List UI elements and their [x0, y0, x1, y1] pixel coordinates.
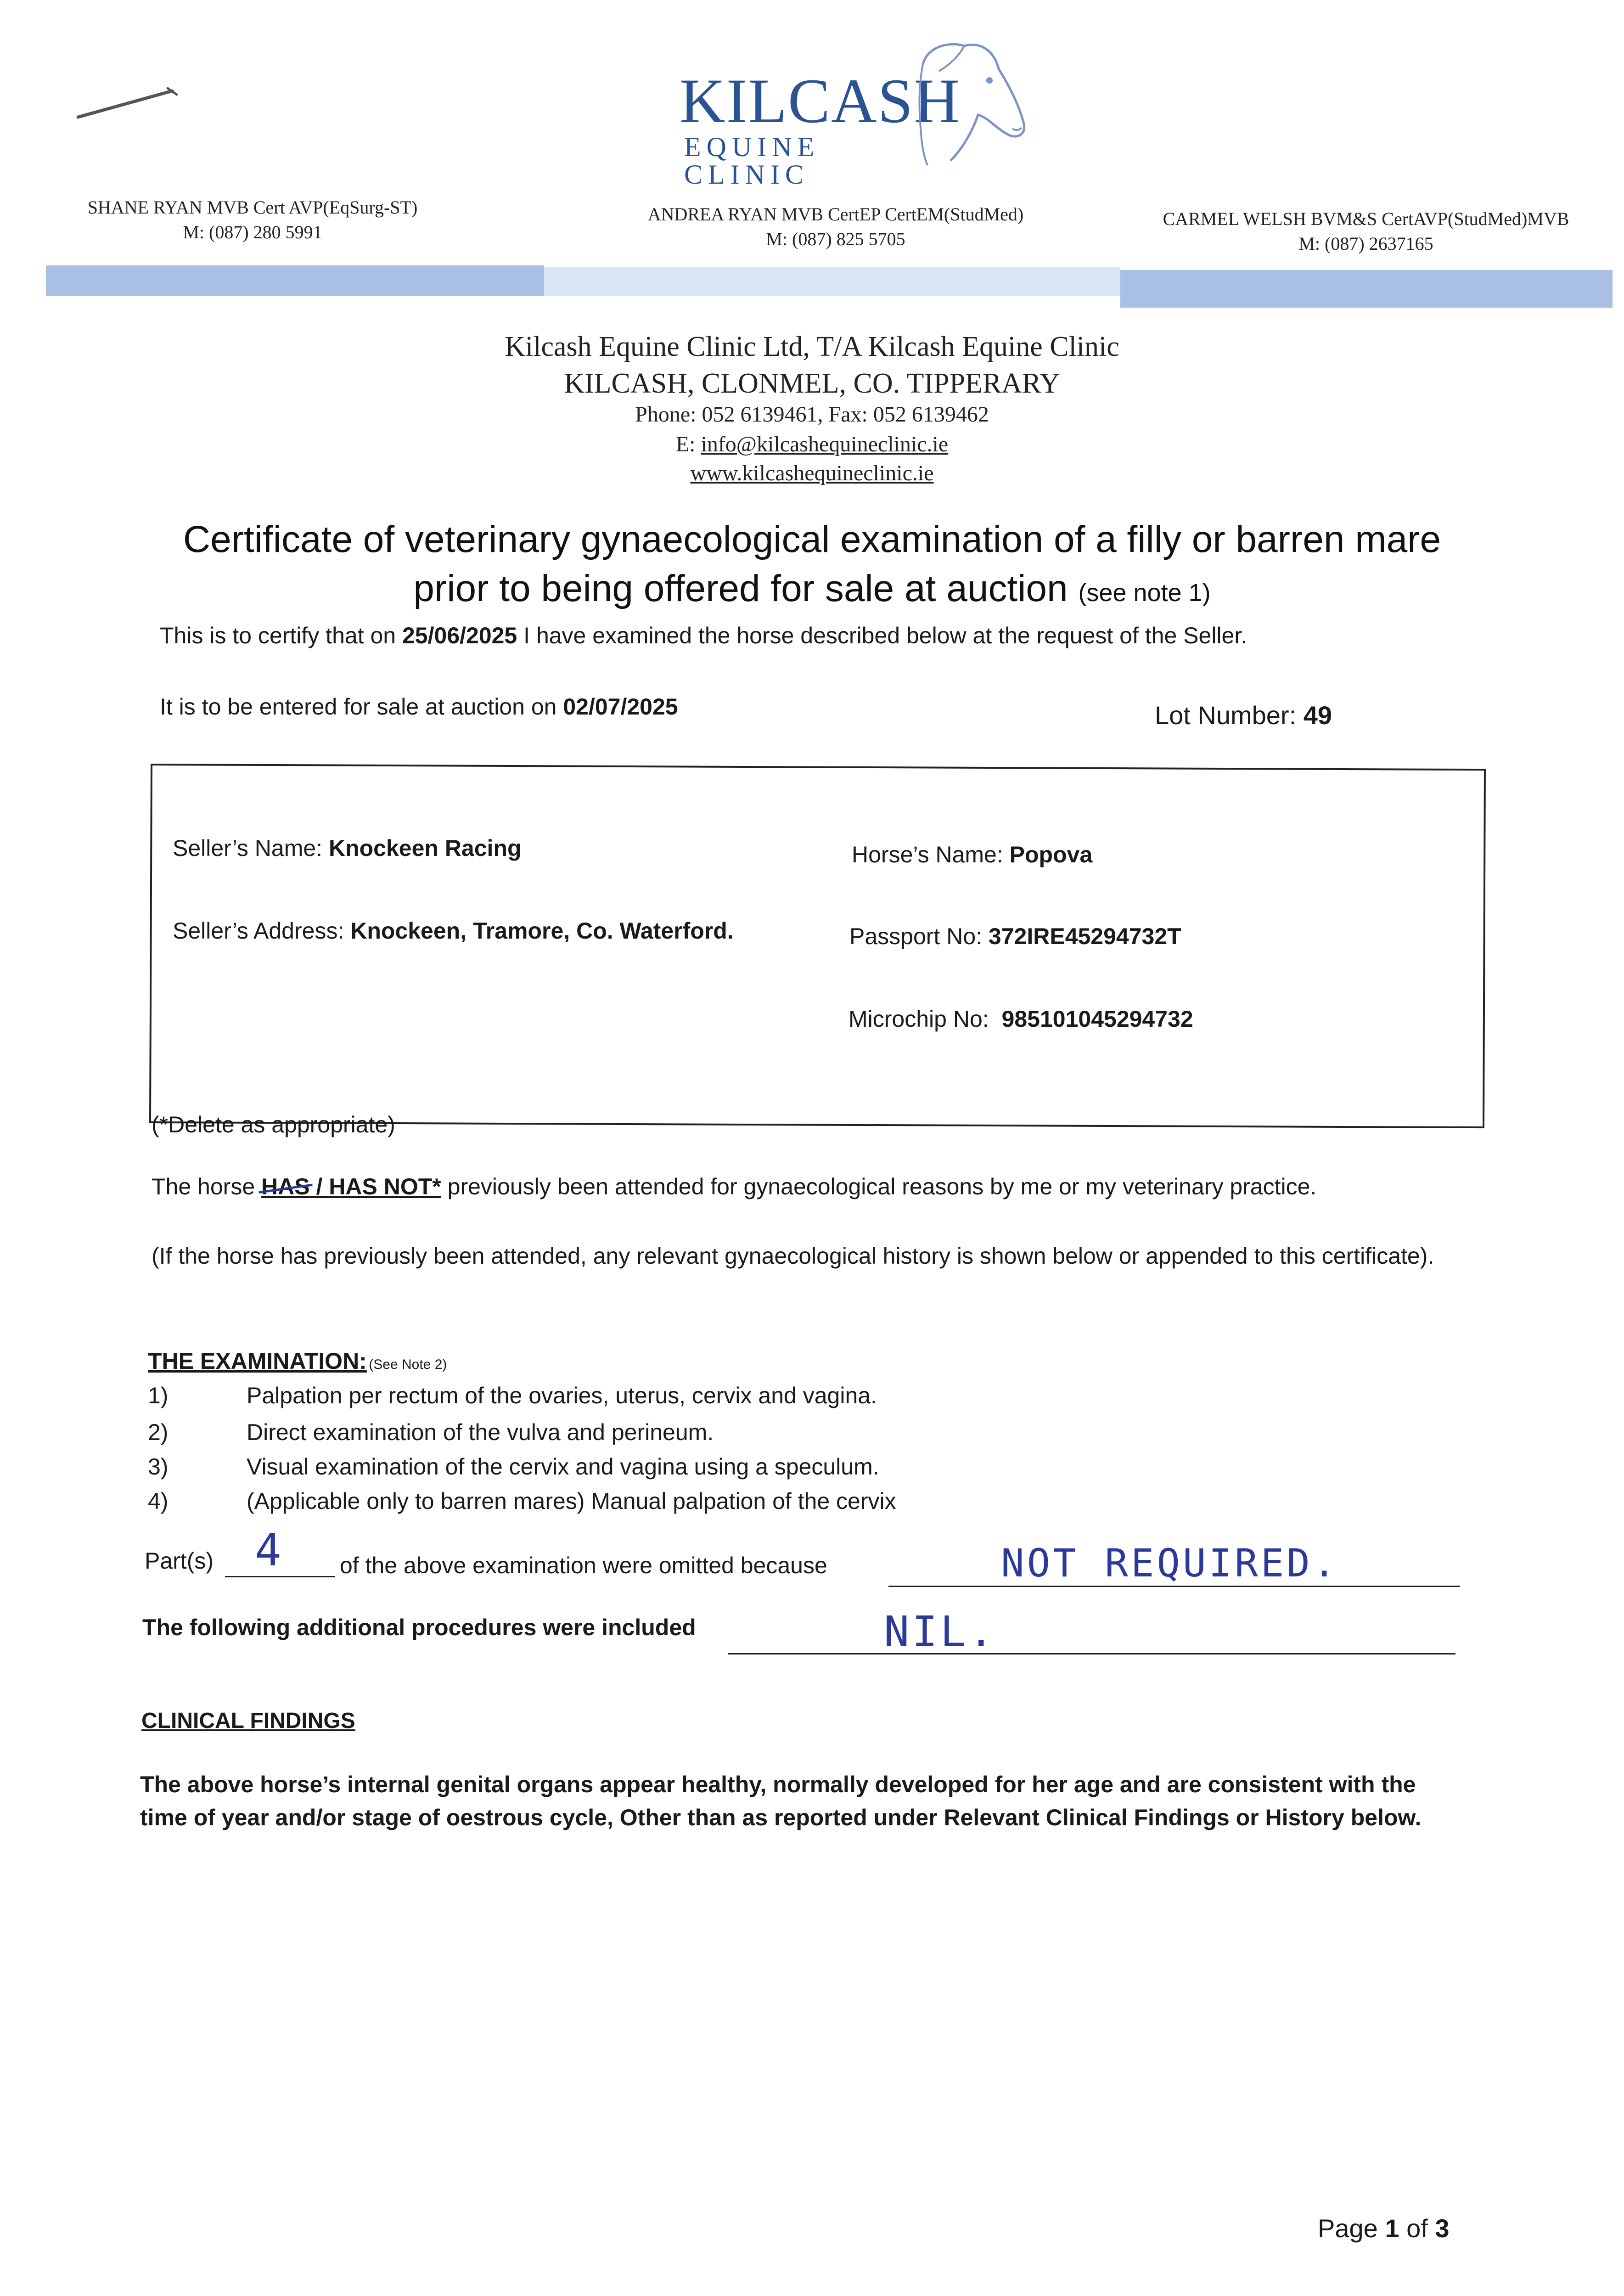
- vet-mobile: M: (087) 2637165: [1298, 233, 1433, 254]
- certify-suffix: I have examined the horse described below at the request of the Seller.: [523, 623, 1248, 648]
- total-pages: 3: [1435, 2214, 1450, 2243]
- clinic-phone: Phone: 052 6139461, Fax: 052 6139462: [635, 402, 989, 427]
- exam-item-num: 2): [148, 1419, 169, 1445]
- microchip-value: 985101045294732: [1001, 1006, 1193, 1032]
- email-label: E:: [675, 432, 696, 456]
- passport-field: [849, 923, 1181, 950]
- clinic-email-row: [0, 432, 1624, 457]
- logo-subtitle: EQUINE CLINIC: [684, 132, 820, 190]
- clinic-company-line: Kilcash Equine Clinic Ltd, T/A Kilcash Equine Clinic: [505, 331, 1119, 362]
- of-word: of: [1406, 2214, 1428, 2243]
- sale-prefix: It is to be entered for sale at auction on: [160, 694, 557, 720]
- delete-note: (*Delete as appropriate): [152, 1112, 395, 1137]
- exam-item-2: [148, 1419, 714, 1446]
- exam-item-num: 4): [148, 1488, 169, 1514]
- title-text: prior to being offered for sale at auction: [413, 568, 1068, 609]
- examination-note: (See Note 2): [369, 1357, 447, 1372]
- clinic-website-link[interactable]: www.kilcashequineclinic.ie: [690, 461, 934, 485]
- exam-item-text: Direct examination of the vulva and perineum.: [247, 1419, 714, 1445]
- vet-andrea-ryan: [579, 202, 1093, 252]
- clinic-address-line: KILCASH, CLONMEL, CO. TIPPERARY: [564, 368, 1060, 399]
- examination-heading: [148, 1348, 447, 1374]
- seller-name-field: [173, 835, 522, 861]
- page-number: 1: [1385, 2214, 1399, 2243]
- seller-address-label: Seller’s Address:: [173, 918, 344, 944]
- history-note: (If the horse has previously been attended, any relevant gynaecological history is shown below or appended to this certificate).: [152, 1243, 1434, 1269]
- horse-details-box: [149, 764, 1486, 1128]
- has-option-struck: [261, 1174, 310, 1199]
- exam-item-1: [148, 1382, 877, 1409]
- certify-prefix: This is to certify that on: [160, 623, 396, 648]
- vet-name: SHANE RYAN MVB Cert AVP(EqSurg-ST): [87, 197, 418, 218]
- additional-value-handwritten: NIL.: [884, 1607, 997, 1656]
- attendance-suffix: previously been attended for gynaecological reasons by me or my veterinary practice.: [447, 1174, 1317, 1199]
- microchip-label: Microchip No:: [849, 1006, 989, 1032]
- vet-name: ANDREA RYAN MVB CertEP CertEM(StudMed): [647, 204, 1024, 225]
- has-not-option: / HAS NOT*: [309, 1174, 441, 1199]
- exam-item-text: Palpation per rectum of the ovaries, uterus, cervix and vagina.: [247, 1383, 877, 1408]
- exam-item-4: [148, 1488, 896, 1514]
- page-indicator: [1318, 2213, 1450, 2243]
- omitted-label: of the above examination were omitted because: [340, 1553, 827, 1578]
- passport-label: Passport No:: [849, 923, 983, 949]
- staple-mark: [73, 83, 184, 124]
- passport-value: 372IRE45294732T: [988, 923, 1181, 949]
- horse-name-field: [852, 841, 1092, 868]
- clinical-findings-heading: CLINICAL FINDINGS: [141, 1709, 355, 1733]
- parts-label: Part(s): [145, 1548, 214, 1574]
- certificate-title-line2: [0, 567, 1624, 610]
- omitted-fill-line: [888, 1586, 1460, 1587]
- horse-name-label: Horse’s Name:: [852, 842, 1003, 867]
- header-band-left: [46, 265, 544, 296]
- clinic-email-link[interactable]: info@kilcashequineclinic.ie: [701, 432, 949, 456]
- exam-item-num: 1): [148, 1383, 169, 1408]
- parts-fill-line: [225, 1576, 335, 1577]
- seller-address-field: [173, 917, 734, 944]
- microchip-field: [849, 1006, 1193, 1032]
- additional-fill-line: [728, 1653, 1455, 1654]
- lot-number: 49: [1303, 701, 1332, 730]
- vet-carmel-welsh: [1111, 207, 1621, 256]
- header-band-middle: [544, 267, 1120, 296]
- attendance-statement: [152, 1173, 1483, 1200]
- exam-item-text: (Applicable only to barren mares) Manual palpation of the cervix: [247, 1488, 896, 1514]
- sale-statement: [160, 693, 678, 720]
- vet-mobile: M: (087) 280 5991: [183, 222, 322, 242]
- lot-number-field: [1155, 700, 1332, 730]
- horse-name-value: Popova: [1009, 842, 1093, 867]
- sale-date: 02/07/2025: [563, 694, 678, 720]
- certify-statement: [160, 622, 1247, 649]
- vet-shane-ryan: [46, 195, 459, 245]
- lot-label: Lot Number:: [1155, 701, 1297, 730]
- certificate-title-line1: Certificate of veterinary gynaecological examination of a filly or barren mare: [183, 518, 1441, 560]
- seller-name-label: Seller’s Name:: [173, 835, 323, 861]
- attendance-prefix: The horse: [152, 1174, 255, 1199]
- vet-name: CARMEL WELSH BVM&S CertAVP(StudMed)MVB: [1163, 208, 1569, 229]
- seller-address-value: Knockeen, Tramore, Co. Waterford.: [350, 918, 734, 944]
- exam-item-text: Visual examination of the cervix and vagina using a speculum.: [247, 1454, 879, 1480]
- clinical-findings-text: The above horse’s internal genital organs appear healthy, normally developed for her age and are consistent with the time of year and/or stage of oestrous cycle, Other than as reported under Relevant Clinical Findings or History below.: [140, 1772, 1422, 1830]
- vet-mobile: M: (087) 825 5705: [766, 229, 905, 249]
- has-text: HAS: [261, 1174, 310, 1199]
- additional-label: The following additional procedures were included: [142, 1615, 696, 1640]
- header-band-right: [1120, 270, 1613, 308]
- exam-item-num: 3): [148, 1454, 169, 1480]
- seller-name-value: Knockeen Racing: [328, 835, 522, 861]
- logo-name: KILCASH: [680, 66, 961, 136]
- examination-title: THE EXAMINATION:: [148, 1348, 367, 1374]
- clinic-website-row: [0, 461, 1624, 486]
- exam-item-3: [148, 1453, 879, 1480]
- exam-date: 25/06/2025: [402, 623, 517, 648]
- page-word: Page: [1318, 2214, 1378, 2243]
- horse-head-icon: [895, 37, 1033, 170]
- title-note: (see note 1): [1078, 579, 1211, 607]
- parts-value-handwritten: 4: [255, 1525, 284, 1576]
- omitted-reason-handwritten: NOT REQUIRED.: [1001, 1541, 1339, 1586]
